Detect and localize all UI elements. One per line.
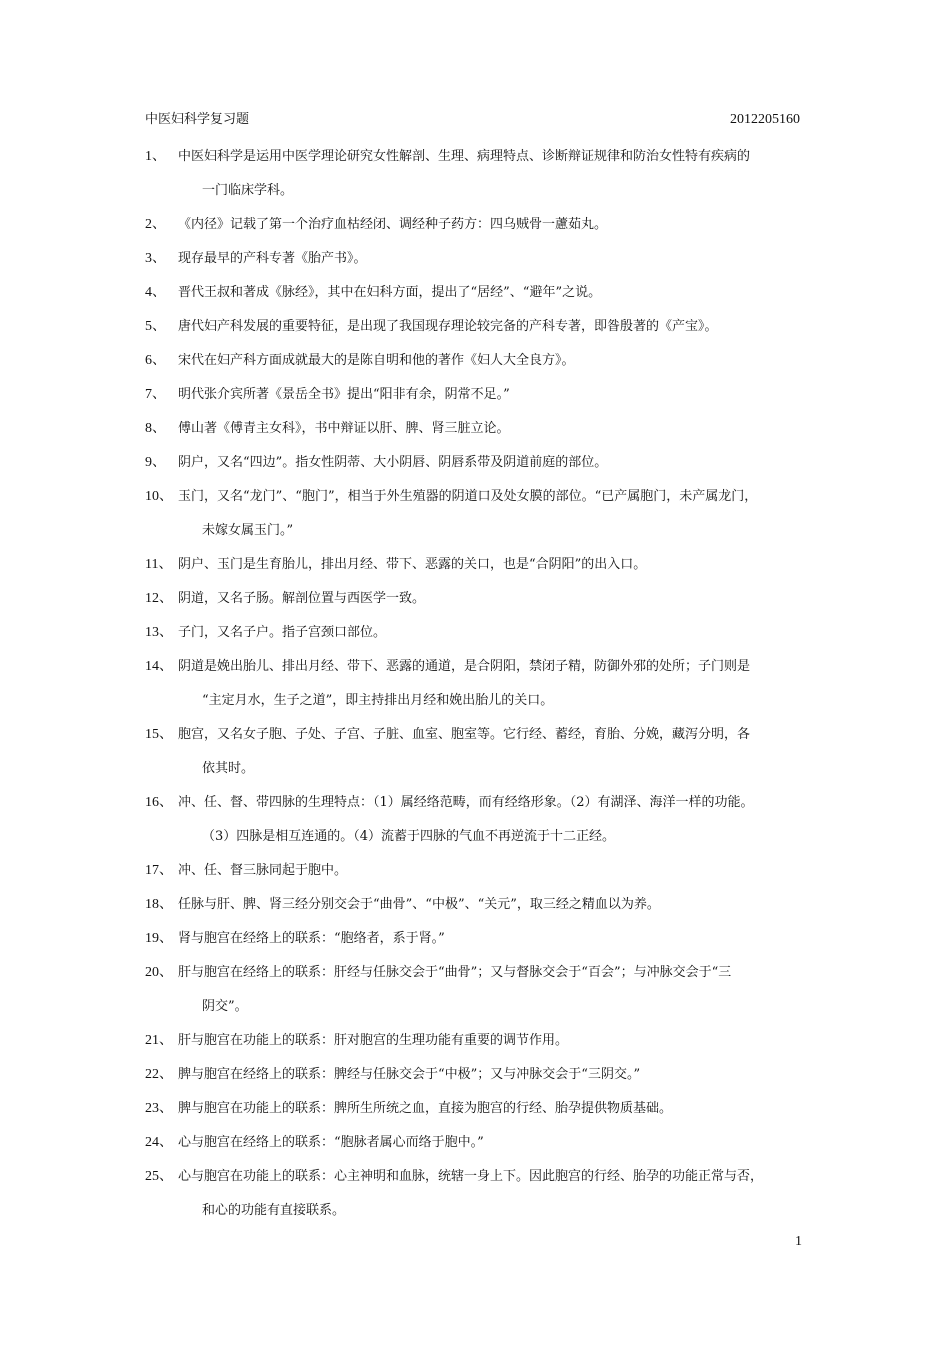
item-text: 阴道，又名子肠。解剖位置与西医学一致。 (178, 591, 426, 606)
list-item (145, 412, 813, 446)
list-item (145, 854, 813, 888)
list-item (145, 1024, 813, 1058)
item-text: 傅山著《傅青主女科》，书中辩证以肝、脾、肾三脏立论。 (178, 421, 510, 436)
item-number: 11、 (145, 557, 173, 572)
list-item (145, 1058, 813, 1092)
list-item (145, 1092, 813, 1126)
item-text: 阴户、玉门是生育胎儿，排出月经、带下、恶露的关口，也是“合阴阳”的出入口。 (178, 557, 647, 572)
item-text: 冲、任、督、带四脉的生理特点：（1）属经络范畴，而有经络形象。（2）有湖泽、海洋一样的功能。 (178, 795, 754, 810)
item-text: 肝与胞宫在功能上的联系：肝对胞宫的生理功能有重要的调节作用。 (178, 1033, 569, 1048)
list-item (145, 378, 813, 412)
item-text: 肝与胞宫在经络上的联系：肝经与任脉交会于“曲骨”；又与督脉交会于“百会”；与冲脉交会于“三 (178, 965, 732, 980)
list-item (145, 1126, 813, 1160)
item-text: 宋代在妇产科方面成就最大的是陈自明和他的著作《妇人大全良方》。 (178, 353, 575, 368)
item-number: 10、 (145, 489, 173, 504)
item-number: 3、 (145, 251, 166, 266)
item-text: 《内径》记载了第一个治疗血枯经闭、调经种子药方：四乌贼骨一藘茹丸。 (178, 217, 608, 232)
list-item (145, 1160, 813, 1228)
item-text: 任脉与肝、脾、肾三经分别交会于“曲骨”、“中极”、“关元”，取三经之精血以为养。 (178, 897, 660, 912)
list-item (145, 616, 813, 650)
document-title: 中医妇科学复习题 (145, 112, 250, 127)
item-text: 胞宫，又名女子胞、子处、子宫、子脏、血室、胞室等。它行经、蓄经，育胎、分娩，藏泻分明，各 (178, 727, 751, 742)
item-number: 19、 (145, 931, 173, 946)
item-number: 8、 (145, 421, 166, 436)
list-item (145, 140, 813, 208)
item-number: 4、 (145, 285, 166, 300)
item-number: 21、 (145, 1033, 173, 1048)
item-text-continuation: “主定月水，生子之道”，即主持排出月经和娩出胎儿的关口。 (202, 693, 554, 708)
item-number: 6、 (145, 353, 166, 368)
list-item (145, 310, 813, 344)
item-text-continuation: 和心的功能有直接联系。 (202, 1203, 346, 1218)
item-number: 14、 (145, 659, 173, 674)
list-item (145, 480, 813, 548)
item-text: 明代张介宾所著《景岳全书》提出“阳非有余，阴常不足。” (178, 387, 510, 402)
item-number: 18、 (145, 897, 173, 912)
item-number: 23、 (145, 1101, 173, 1116)
item-text: 中医妇科学是运用中医学理论研究女性解剖、生理、病理特点、诊断辩证规律和防治女性特有疾病的 (178, 149, 751, 164)
item-text: 冲、任、督三脉同起于胞中。 (178, 863, 348, 878)
list-item (145, 548, 813, 582)
list-item (145, 242, 813, 276)
item-number: 13、 (145, 625, 173, 640)
list-item (145, 786, 813, 854)
list-item (145, 582, 813, 616)
item-text-continuation: 一门临床学科。 (202, 183, 294, 198)
list-item (145, 888, 813, 922)
item-text: 肾与胞宫在经络上的联系：“胞络者，系于肾。” (178, 931, 445, 946)
item-number: 1、 (145, 149, 166, 164)
item-text-continuation: 阴交”。 (202, 999, 248, 1014)
item-text: 脾与胞宫在功能上的联系：脾所生所统之血，直接为胞宫的行经、胎孕提供物质基础。 (178, 1101, 673, 1116)
item-number: 16、 (145, 795, 173, 810)
item-text: 唐代妇产科发展的重要特征，是出现了我国现存理论较完备的产科专著，即昝殷著的《产宝》。 (178, 319, 718, 334)
question-list (145, 140, 813, 1228)
item-text: 晋代王叔和著成《脉经》，其中在妇科方面，提出了“居经”、“避年”之说。 (178, 285, 602, 300)
item-number: 22、 (145, 1067, 173, 1082)
list-item (145, 956, 813, 1024)
list-item (145, 446, 813, 480)
item-number: 2、 (145, 217, 166, 232)
item-text-continuation: （3）四脉是相互连通的。（4）流蓄于四脉的气血不再逆流于十二正经。 (202, 829, 616, 844)
page-number: 1 (795, 1234, 802, 1249)
list-item (145, 276, 813, 310)
item-number: 24、 (145, 1135, 173, 1150)
item-text: 现存最早的产科专著《胎产书》。 (178, 251, 367, 266)
item-number: 5、 (145, 319, 166, 334)
page-header (145, 110, 800, 130)
item-text: 心与胞宫在经络上的联系：“胞脉者属心而络于胞中。” (178, 1135, 484, 1150)
item-number: 17、 (145, 863, 173, 878)
item-text: 玉门，又名“龙门”、“胞门”，相当于外生殖器的阴道口及处女膜的部位。“已产属胞门，未产属龙门， (178, 489, 758, 504)
item-number: 20、 (145, 965, 173, 980)
list-item (145, 650, 813, 718)
item-number: 15、 (145, 727, 173, 742)
item-text: 脾与胞宫在经络上的联系：脾经与任脉交会于“中极”；又与冲脉交会于“三阴交。” (178, 1067, 641, 1082)
item-number: 7、 (145, 387, 166, 402)
item-text: 心与胞宫在功能上的联系：心主神明和血脉，统辖一身上下。因此胞宫的行经、胎孕的功能正常与否， (178, 1169, 764, 1184)
document-id: 2012205160 (730, 112, 800, 127)
item-number: 12、 (145, 591, 173, 606)
item-text: 子门，又名子户。指子宫颈口部位。 (178, 625, 387, 640)
item-number: 25、 (145, 1169, 173, 1184)
item-text-continuation: 未嫁女属玉门。” (202, 523, 294, 538)
item-text: 阴道是娩出胎儿、排出月经、带下、恶露的通道，是合阴阳，禁闭子精，防御外邪的处所；子门则是 (178, 659, 751, 674)
list-item (145, 922, 813, 956)
item-text-continuation: 依其时。 (202, 761, 255, 776)
item-number: 9、 (145, 455, 166, 470)
item-text: 阴户，又名“四边”。指女性阴蒂、大小阴唇、阴唇系带及阴道前庭的部位。 (178, 455, 608, 470)
list-item (145, 718, 813, 786)
list-item (145, 344, 813, 378)
list-item (145, 208, 813, 242)
